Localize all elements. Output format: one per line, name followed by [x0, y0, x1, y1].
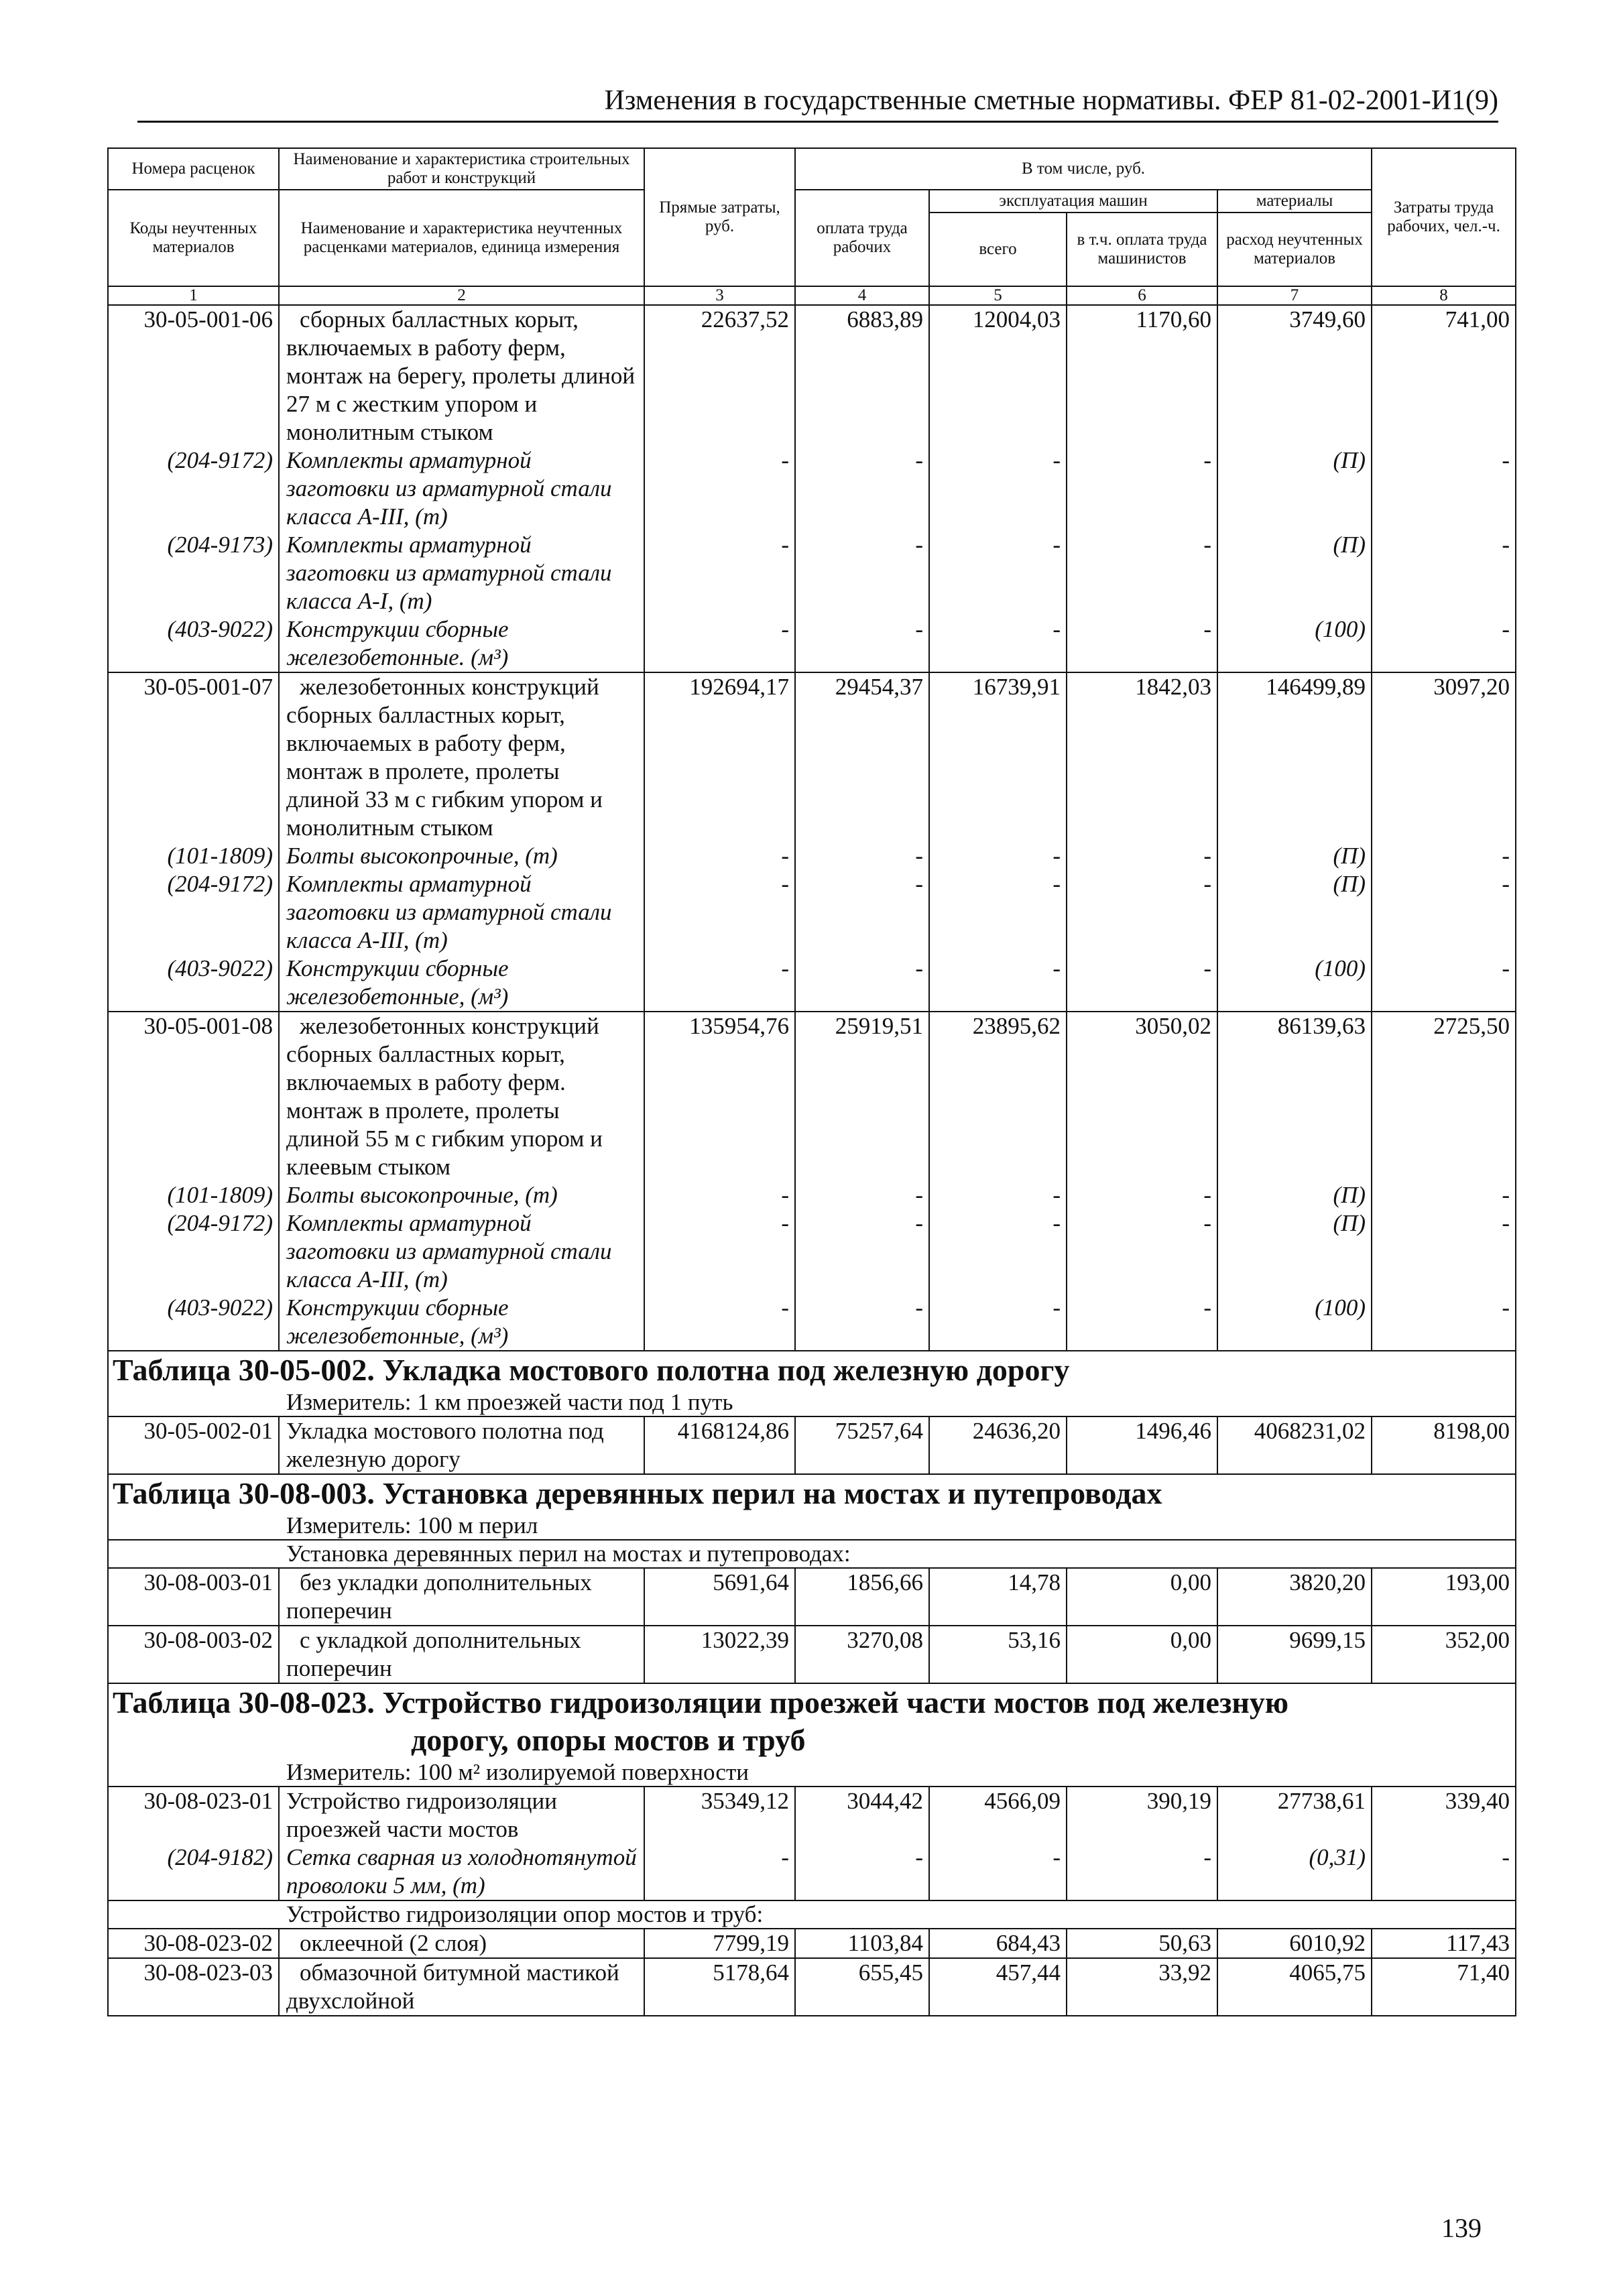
rate-row — [108, 1929, 1516, 1958]
table-title: Таблица 30-08-003. Установка деревянных перил на мостах и путепроводах — [108, 1474, 1516, 1512]
rate-name: Укладка мостового полотна под железную дорогу — [279, 1416, 644, 1474]
direct-costs: 5691,64 — [644, 1568, 795, 1626]
direct-costs: 5178,64 — [644, 1958, 795, 2016]
labor-pay: - — [795, 446, 929, 531]
col-num: 2 — [279, 286, 644, 305]
operators-pay: 33,92 — [1067, 1958, 1217, 2016]
material-code: (204-9172) — [108, 1209, 279, 1294]
direct-costs: - — [644, 1209, 795, 1294]
col3-header: Прямые затраты, руб. — [644, 148, 795, 286]
machines-total: - — [929, 531, 1067, 615]
materials-cost: (П) — [1217, 842, 1372, 870]
rate-code: 30-08-023-02 — [108, 1929, 279, 1958]
material-row — [108, 446, 1516, 531]
rate-row — [108, 305, 1516, 446]
material-name: Сетка сварная из холоднотянутой проволоки 5 мм, (т) — [279, 1844, 644, 1900]
labor-hours: - — [1372, 1294, 1516, 1351]
measure-unit: Измеритель: 1 км проезжей части под 1 путь — [108, 1389, 1516, 1416]
operators-pay: - — [1067, 1181, 1217, 1209]
direct-costs: - — [644, 1844, 795, 1900]
operators-pay: 1842,03 — [1067, 672, 1217, 842]
table-title-row — [108, 1474, 1516, 1512]
materials-cost: 27738,61 — [1217, 1787, 1372, 1844]
machines-total: - — [929, 842, 1067, 870]
col-num: 1 — [108, 286, 279, 305]
rate-code: 30-08-003-02 — [108, 1626, 279, 1683]
material-row — [108, 615, 1516, 672]
materials-cost: 9699,15 — [1217, 1626, 1372, 1683]
labor-pay: - — [795, 531, 929, 615]
material-row — [108, 1209, 1516, 1294]
operators-pay: - — [1067, 1294, 1217, 1351]
page-number: 139 — [1441, 2213, 1482, 2243]
material-row — [108, 531, 1516, 615]
direct-costs: - — [644, 955, 795, 1012]
machines-total: 12004,03 — [929, 305, 1067, 446]
labor-pay: - — [795, 870, 929, 955]
material-code: (204-9172) — [108, 446, 279, 531]
table-title-row — [108, 1351, 1516, 1389]
table-title: Таблица 30-05-002. Укладка мостового полотна под железную дорогу — [108, 1351, 1516, 1389]
materials-cost: (100) — [1217, 615, 1372, 672]
table-title-row — [108, 1683, 1516, 1759]
labor-pay: - — [795, 1294, 929, 1351]
direct-costs: 135954,76 — [644, 1012, 795, 1181]
materials-cost: 86139,63 — [1217, 1012, 1372, 1181]
direct-costs: - — [644, 615, 795, 672]
labor-pay: 1856,66 — [795, 1568, 929, 1626]
material-name: Комплекты арматурной заготовки из арматурной стали класса А-I, (т) — [279, 531, 644, 615]
table-body — [108, 305, 1516, 2016]
rate-name: сборных балластных корыт, включаемых в работу ферм, монтаж на берегу, пролеты длиной 27 м с жестким упором и монолитным стыком — [279, 305, 644, 446]
labor-pay: 29454,37 — [795, 672, 929, 842]
group-caption: Установка деревянных перил на мостах и путепроводах: — [108, 1540, 1516, 1568]
material-name: Комплекты арматурной заготовки из арматурной стали класса А-III, (т) — [279, 1209, 644, 1294]
materials-cost: 3749,60 — [1217, 305, 1372, 446]
labor-hours: - — [1372, 955, 1516, 1012]
col2-bottom-header: Наименование и характеристика неучтенных расценками материалов, единица измерения — [279, 190, 644, 286]
labor-hours: - — [1372, 615, 1516, 672]
norms-table — [107, 147, 1516, 2016]
rate-name: без укладки дополнительных поперечин — [279, 1568, 644, 1626]
direct-costs: - — [644, 446, 795, 531]
column-numbers-row — [108, 286, 1516, 305]
rate-code: 30-05-002-01 — [108, 1416, 279, 1474]
col-num: 4 — [795, 286, 929, 305]
operators-pay: - — [1067, 870, 1217, 955]
rate-code: 30-08-023-01 — [108, 1787, 279, 1844]
material-name: Комплекты арматурной заготовки из арматурной стали класса А-III, (т) — [279, 446, 644, 531]
col4-header: оплата труда рабочих — [795, 190, 929, 286]
rate-name: оклеечной (2 слоя) — [279, 1929, 644, 1958]
material-code: (204-9172) — [108, 870, 279, 955]
material-name: Болты высокопрочные, (т) — [279, 1181, 644, 1209]
material-row — [108, 1181, 1516, 1209]
materials-cost: (П) — [1217, 1209, 1372, 1294]
machines-total: 16739,91 — [929, 672, 1067, 842]
direct-costs: 4168124,86 — [644, 1416, 795, 1474]
materials-cost: 146499,89 — [1217, 672, 1372, 842]
material-row — [108, 1294, 1516, 1351]
col8-header: Затраты труда рабочих, чел.-ч. — [1372, 148, 1516, 286]
materials-cost: (П) — [1217, 446, 1372, 531]
machines-total: - — [929, 446, 1067, 531]
material-row — [108, 955, 1516, 1012]
direct-costs: 13022,39 — [644, 1626, 795, 1683]
labor-hours: - — [1372, 1844, 1516, 1900]
labor-hours: - — [1372, 446, 1516, 531]
table-title-line2: дорогу, опоры мостов и труб — [411, 1723, 806, 1757]
col-num: 3 — [644, 286, 795, 305]
operators-pay: 0,00 — [1067, 1568, 1217, 1626]
materials-cost: 6010,92 — [1217, 1929, 1372, 1958]
direct-costs: - — [644, 1181, 795, 1209]
rate-row — [108, 1787, 1516, 1844]
direct-costs: - — [644, 1294, 795, 1351]
direct-costs: 7799,19 — [644, 1929, 795, 1958]
direct-costs: - — [644, 531, 795, 615]
col2-top-header: Наименование и характеристика строительных работ и конструкций — [279, 148, 644, 190]
group-row — [108, 1540, 1516, 1568]
labor-hours: - — [1372, 1181, 1516, 1209]
machines-header: эксплуатация машин — [929, 190, 1217, 213]
rate-name: железобетонных конструкций сборных балластных корыт, включаемых в работу ферм, монтаж в пролете, пролеты длиной 33 м с гибким упором и монолитным стыком — [279, 672, 644, 842]
labor-hours: 741,00 — [1372, 305, 1516, 446]
direct-costs: - — [644, 870, 795, 955]
labor-hours: 352,00 — [1372, 1626, 1516, 1683]
labor-pay: - — [795, 955, 929, 1012]
rate-name: железобетонных конструкций сборных балластных корыт, включаемых в работу ферм. монтаж в пролете, пролеты длиной 55 м с гибким упором и клеевым стыком — [279, 1012, 644, 1181]
header-title: Изменения в государственные сметные нормативы. ФЕР 81-02-2001-И1(9) — [604, 85, 1498, 116]
col1-top-header: Номера расценок — [108, 148, 279, 190]
operators-pay: - — [1067, 842, 1217, 870]
materials-cost: (П) — [1217, 531, 1372, 615]
machines-total: - — [929, 1209, 1067, 1294]
material-code: (204-9173) — [108, 531, 279, 615]
materials-cost: 4065,75 — [1217, 1958, 1372, 2016]
rate-name: Устройство гидроизоляции проезжей части мостов — [279, 1787, 644, 1844]
material-code: (204-9182) — [108, 1844, 279, 1900]
operators-pay: 1496,46 — [1067, 1416, 1217, 1474]
labor-pay: 3270,08 — [795, 1626, 929, 1683]
material-name: Конструкции сборные железобетонные. (м³) — [279, 615, 644, 672]
labor-pay: 75257,64 — [795, 1416, 929, 1474]
material-code: (101-1809) — [108, 842, 279, 870]
machines-total: 4566,09 — [929, 1787, 1067, 1844]
material-code: (403-9022) — [108, 1294, 279, 1351]
labor-hours: 71,40 — [1372, 1958, 1516, 2016]
labor-pay: 3044,42 — [795, 1787, 929, 1844]
rate-code: 30-05-001-08 — [108, 1012, 279, 1181]
machines-total: - — [929, 1181, 1067, 1209]
machines-total: - — [929, 1844, 1067, 1900]
meter-row — [108, 1389, 1516, 1416]
rate-row — [108, 1568, 1516, 1626]
labor-pay: - — [795, 1844, 929, 1900]
operators-pay: 0,00 — [1067, 1626, 1217, 1683]
labor-hours: 8198,00 — [1372, 1416, 1516, 1474]
labor-hours: 193,00 — [1372, 1568, 1516, 1626]
machines-total: - — [929, 955, 1067, 1012]
col-num: 8 — [1372, 286, 1516, 305]
rate-code: 30-08-003-01 — [108, 1568, 279, 1626]
labor-hours: 3097,20 — [1372, 672, 1516, 842]
machines-total: 53,16 — [929, 1626, 1067, 1683]
machines-total: - — [929, 870, 1067, 955]
operators-pay: 3050,02 — [1067, 1012, 1217, 1181]
rate-name: с укладкой дополнительных поперечин — [279, 1626, 644, 1683]
measure-unit: Измеритель: 100 м перил — [108, 1512, 1516, 1540]
rate-row — [108, 1012, 1516, 1181]
meter-row — [108, 1512, 1516, 1540]
labor-pay: - — [795, 615, 929, 672]
materials-cost: (П) — [1217, 1181, 1372, 1209]
rate-row — [108, 1416, 1516, 1474]
operators-pay: - — [1067, 955, 1217, 1012]
materials-cost: (П) — [1217, 870, 1372, 955]
labor-hours: 2725,50 — [1372, 1012, 1516, 1181]
material-name: Болты высокопрочные, (т) — [279, 842, 644, 870]
materials-cost: 4068231,02 — [1217, 1416, 1372, 1474]
machines-total: 23895,62 — [929, 1012, 1067, 1181]
machines-total: 24636,20 — [929, 1416, 1067, 1474]
machines-total: - — [929, 1294, 1067, 1351]
labor-pay: 25919,51 — [795, 1012, 929, 1181]
materials-cost: 3820,20 — [1217, 1568, 1372, 1626]
rate-code: 30-08-023-03 — [108, 1958, 279, 2016]
machines-total: 684,43 — [929, 1929, 1067, 1958]
group-header: В том числе, руб. — [795, 148, 1372, 190]
operators-pay: - — [1067, 1844, 1217, 1900]
machines-total: 14,78 — [929, 1568, 1067, 1626]
labor-pay: - — [795, 1209, 929, 1294]
rate-row — [108, 1958, 1516, 2016]
materials-cost: (0,31) — [1217, 1844, 1372, 1900]
rate-row — [108, 1626, 1516, 1683]
labor-hours: 117,43 — [1372, 1929, 1516, 1958]
rate-name: обмазочной битумной мастикой двухслойной — [279, 1958, 644, 2016]
rate-code: 30-05-001-07 — [108, 672, 279, 842]
table-head — [108, 148, 1516, 305]
material-row — [108, 842, 1516, 870]
labor-hours: - — [1372, 1209, 1516, 1294]
group-caption: Устройство гидроизоляции опор мостов и труб: — [108, 1900, 1516, 1929]
col7-header: расход неучтенных материалов — [1217, 213, 1372, 286]
operators-pay: - — [1067, 446, 1217, 531]
material-row — [108, 870, 1516, 955]
labor-pay: 1103,84 — [795, 1929, 929, 1958]
direct-costs: - — [644, 842, 795, 870]
measure-unit: Измеритель: 100 м² изолируемой поверхности — [108, 1759, 1516, 1787]
material-code: (101-1809) — [108, 1181, 279, 1209]
labor-hours: - — [1372, 842, 1516, 870]
labor-hours: - — [1372, 870, 1516, 955]
rate-row — [108, 672, 1516, 842]
labor-pay: - — [795, 1181, 929, 1209]
labor-pay: 6883,89 — [795, 305, 929, 446]
material-code: (403-9022) — [108, 955, 279, 1012]
col-num: 5 — [929, 286, 1067, 305]
rate-code: 30-05-001-06 — [108, 305, 279, 446]
machines-total: 457,44 — [929, 1958, 1067, 2016]
table-title-line1: Таблица 30-08-023. Устройство гидроизоляции проезжей части мостов под железную — [113, 1685, 1288, 1719]
direct-costs: 192694,17 — [644, 672, 795, 842]
operators-pay: - — [1067, 615, 1217, 672]
material-code: (403-9022) — [108, 615, 279, 672]
machines-total: - — [929, 615, 1067, 672]
material-name: Конструкции сборные железобетонные, (м³) — [279, 1294, 644, 1351]
material-row — [108, 1844, 1516, 1900]
col6-header: в т.ч. оплата труда машинистов — [1067, 213, 1217, 286]
col-num: 6 — [1067, 286, 1217, 305]
materials-cost: (100) — [1217, 1294, 1372, 1351]
running-header — [137, 86, 1498, 123]
labor-hours: 339,40 — [1372, 1787, 1516, 1844]
labor-hours: - — [1372, 531, 1516, 615]
material-name: Комплекты арматурной заготовки из арматурной стали класса А-III, (т) — [279, 870, 644, 955]
materials-cost: (100) — [1217, 955, 1372, 1012]
meter-row — [108, 1759, 1516, 1787]
operators-pay: 50,63 — [1067, 1929, 1217, 1958]
direct-costs: 22637,52 — [644, 305, 795, 446]
table-title — [108, 1683, 1516, 1759]
group-row — [108, 1900, 1516, 1929]
operators-pay: - — [1067, 531, 1217, 615]
operators-pay: - — [1067, 1209, 1217, 1294]
operators-pay: 1170,60 — [1067, 305, 1217, 446]
labor-pay: 655,45 — [795, 1958, 929, 2016]
col-num: 7 — [1217, 286, 1372, 305]
direct-costs: 35349,12 — [644, 1787, 795, 1844]
operators-pay: 390,19 — [1067, 1787, 1217, 1844]
material-name: Конструкции сборные железобетонные, (м³) — [279, 955, 644, 1012]
labor-pay: - — [795, 842, 929, 870]
col5-header: всего — [929, 213, 1067, 286]
materials-header: материалы — [1217, 190, 1372, 213]
col1-bottom-header: Коды неучтенных материалов — [108, 190, 279, 286]
